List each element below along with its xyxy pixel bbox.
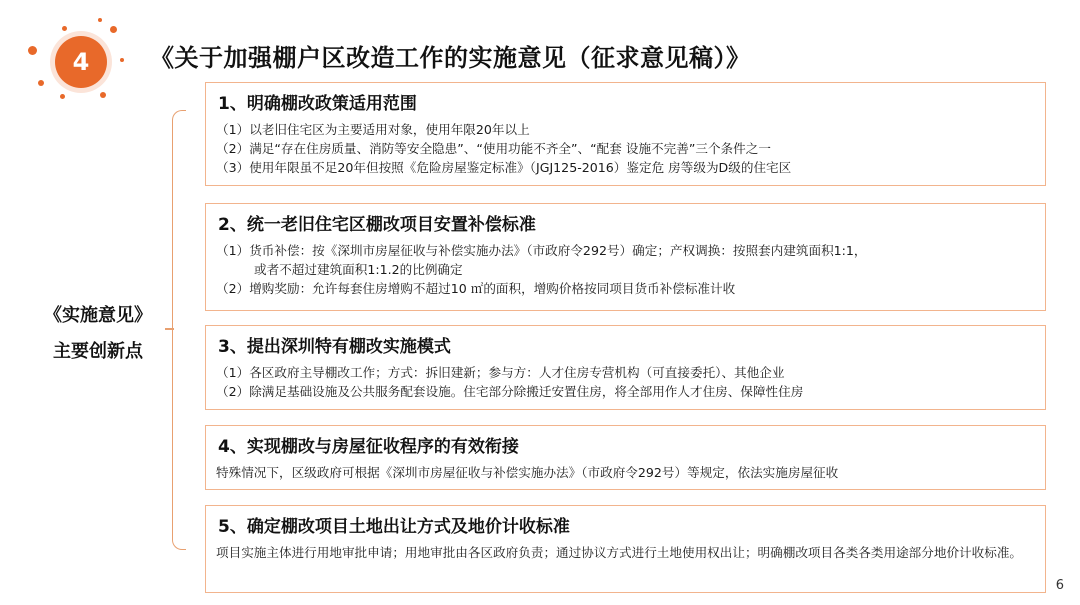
side-label xyxy=(28,298,168,370)
decorative-dot xyxy=(38,80,44,86)
section-heading: 3、提出深圳特有棚改实施模式 xyxy=(218,337,451,357)
section-line: （3）使用年限虽不足20年但按照《危险房屋鉴定标准》（JGJ125-2016）鉴定危 房等级为D级的住宅区 xyxy=(216,160,792,175)
bracket-divider xyxy=(172,110,186,550)
section-number-badge: 4 xyxy=(55,36,107,88)
decorative-dot xyxy=(110,26,117,33)
decorative-dot xyxy=(120,58,124,62)
side-label-line2: 主要创新点 xyxy=(53,341,143,362)
section-line: 项目实施主体进行用地审批申请；用地审批由各区政府负责；通过协议方式进行土地使用权出让；明确棚改项目各类各类用途部分地价计收标准。 xyxy=(216,545,1022,560)
decorative-dot xyxy=(62,26,67,31)
decorative-dot xyxy=(60,94,65,99)
side-label-line1: 《实施意见》 xyxy=(44,305,152,326)
section-1 xyxy=(205,82,1046,186)
decorative-dot xyxy=(28,46,37,55)
section-line: 或者不超过建筑面积1:1.2的比例确定 xyxy=(254,262,463,277)
section-line: （2）除满足基础设施及公共服务配套设施。住宅部分除搬迁安置住房，将全部用作人才住房、保障性住房 xyxy=(216,384,804,399)
section-heading: 1、明确棚改政策适用范围 xyxy=(218,94,417,114)
section-heading: 2、统一老旧住宅区棚改项目安置补偿标准 xyxy=(218,215,536,235)
section-2 xyxy=(205,203,1046,311)
section-heading: 5、确定棚改项目土地出让方式及地价计收标准 xyxy=(218,517,570,537)
section-number-badge-group xyxy=(22,18,132,108)
bracket-tip xyxy=(165,328,174,330)
decorative-dot xyxy=(98,18,102,22)
section-line: （2）增购奖励：允许每套住房增购不超过10 ㎡的面积，增购价格按同项目货币补偿标准计收 xyxy=(216,281,736,296)
section-3 xyxy=(205,325,1046,410)
section-4 xyxy=(205,425,1046,490)
page-number: 6 xyxy=(1055,578,1064,593)
section-line: （1）以老旧住宅区为主要适用对象，使用年限20年以上 xyxy=(216,122,530,137)
section-line: （2）满足“存在住房质量、消防等安全隐患”、“使用功能不齐全”、“配套 设施不完善”三个条件之一 xyxy=(216,141,771,156)
decorative-dot xyxy=(100,92,106,98)
section-line: （1）货币补偿：按《深圳市房屋征收与补偿实施办法》（市政府令292号）确定；产权调换：按照套内建筑面积1:1， xyxy=(216,243,867,258)
page-title: 《关于加强棚户区改造工作的实施意见（征求意见稿）》 xyxy=(150,44,751,72)
section-line: 特殊情况下，区级政府可根据《深圳市房屋征收与补偿实施办法》（市政府令292号）等规定，依法实施房屋征收 xyxy=(216,465,839,480)
section-heading: 4、实现棚改与房屋征收程序的有效衔接 xyxy=(218,437,519,457)
section-line: （1）各区政府主导棚改工作；方式：拆旧建新；参与方：人才住房专营机构（可直接委托）、其他企业 xyxy=(216,365,785,380)
section-5 xyxy=(205,505,1046,593)
